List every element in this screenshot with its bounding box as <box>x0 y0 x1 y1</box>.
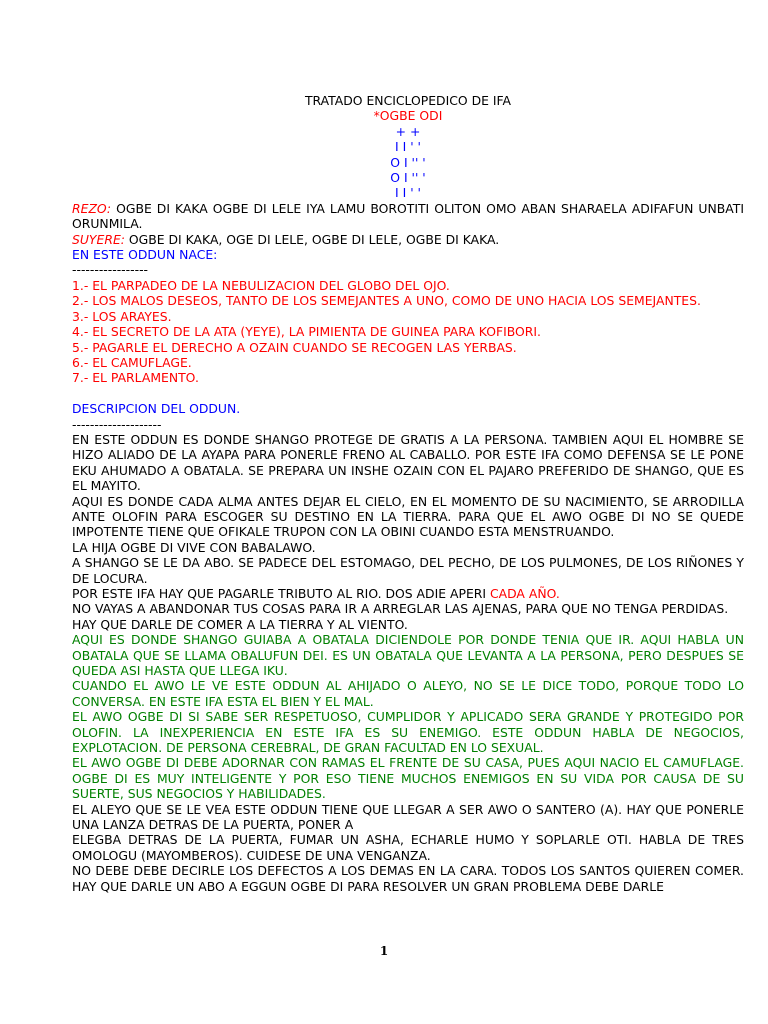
oddun-signature <box>72 124 744 201</box>
document-page <box>72 93 744 894</box>
signature-line: O I '' ' <box>390 170 426 186</box>
paragraph <box>72 586 744 601</box>
paragraph-green: EL AWO OGBE DI SI SABE SER RESPETUOSO, CUMPLIDOR Y APLICADO SERA GRANDE Y PROTEGIDO POR OLOFIN. LA INEXPERIENCIA EN ESTE IFA ES SU ENEMIGO. ESTE ODDUN HABLA DE NEGOCIOS, EXPLOTACION. DE PERSONA CEREBRAL, DE GRAN FACULTAD EN LO SEXUAL. <box>72 709 744 756</box>
blank-line <box>72 386 744 401</box>
paragraph: HAY QUE DARLE DE COMER A LA TIERRA Y AL VIENTO. <box>72 616 408 632</box>
nace-heading: EN ESTE ODDUN NACE: <box>72 247 218 263</box>
suyere-paragraph <box>72 232 744 247</box>
list-item: 2.- LOS MALOS DESEOS, TANTO DE LOS SEMEJANTES A UNO, COMO DE UNO HACIA LOS SEMEJANTES. <box>72 293 701 309</box>
signature-line: I I ' ' <box>395 185 421 201</box>
paragraph: A SHANGO SE LE DA ABO. SE PADECE DEL ESTOMAGO, DEL PECHO, DE LOS PULMONES, DE LOS RIÑONES Y DE LOCURA. <box>72 555 744 586</box>
signature-line: I I ' ' <box>395 139 421 155</box>
signature-line: + + <box>395 123 421 139</box>
paragraph: EL ALEYO QUE SE LE VEA ESTE ODDUN TIENE QUE LLEGAR A SER AWO O SANTERO (A). HAY QUE PONERLE UNA LANZA DETRAS DE LA PUERTA, PONER A <box>72 801 744 833</box>
rezo-text: OGBE DI KAKA OGBE DI LELE IYA LAMU BOROTITI OLITON OMO ABAN SHARAELA ADIFAFUN UNBATI ORUNMILA. <box>72 200 744 232</box>
paragraph-green: CUANDO EL AWO LE VE ESTE ODDUN AL AHIJADO O ALEYO, NO SE LE DICE TODO, PORQUE TODO LO CONVERSA. EN ESTE IFA ESTA EL BIEN Y EL MAL. <box>72 678 744 709</box>
descripcion-rule: -------------------- <box>72 416 162 432</box>
list-item: 1.- EL PARPADEO DE LA NEBULIZACION DEL GLOBO DEL OJO. <box>72 277 450 293</box>
paragraph: LA HIJA OGBE DI VIVE CON BABALAWO. <box>72 539 316 555</box>
list-item: 5.- PAGARLE EL DERECHO A OZAIN CUANDO SE RECOGEN LAS YERBAS. <box>72 339 517 355</box>
rezo-label: REZO: <box>72 200 112 216</box>
highlight-text: CADA AÑO. <box>489 585 560 601</box>
list-item: 4.- EL SECRETO DE LA ATA (YEYE), LA PIMIENTA DE GUINEA PARA KOFIBORI. <box>72 324 541 340</box>
paragraph: NO DEBE DEBE DECIRLE LOS DEFECTOS A LOS DEMAS EN LA CARA. TODOS LOS SANTOS QUIEREN COMER. HAY QUE DARLE UN ABO A EGGUN OGBE DI PARA RESOLVER UN GRAN PROBLEMA DEBE DARLE <box>72 863 744 894</box>
list-item: 3.- LOS ARAYES. <box>72 308 172 324</box>
paragraph: AQUI ES DONDE CADA ALMA ANTES DEJAR EL CIELO, EN EL MOMENTO DE SU NACIMIENTO, SE ARRODILLA ANTE OLOFIN PARA ESCOGER SU DESTINO EN LA TIERRA. PARA QUE EL AWO OGBE DI NO SE QUEDE IMPOTENTE TIENE QUE OFIKALE TRUPON CON LA OBINI CUANDO ESTA MENSTRUANDO. <box>72 493 744 540</box>
rezo-paragraph <box>72 201 744 232</box>
paragraph-text: POR ESTE IFA HAY QUE PAGARLE TRIBUTO AL RIO. DOS ADIE APERI <box>72 585 490 601</box>
suyere-label: SUYERE: <box>72 231 125 247</box>
paragraph-green: EL AWO OGBE DI DEBE ADORNAR CON RAMAS EL FRENTE DE SU CASA, PUES AQUI NACIO EL CAMUFLAGE. OGBE DI ES MUY INTELIGENTE Y POR ESO TIENE MUCHOS ENEMIGOS EN SU VIDA POR CAUSA DE SU SUERTE, SUS NEGOCIOS Y HABILIDADES. <box>72 755 744 802</box>
nace-rule: ----------------- <box>72 262 149 278</box>
paragraph: EN ESTE ODDUN ES DONDE SHANGO PROTEGE DE GRATIS A LA PERSONA. TAMBIEN AQUI EL HOMBRE SE HIZO ALIADO DE LA AYAPA PARA PONERLE FRENO AL CABALLO. POR ESTE IFA COMO DEFENSA SE LE PONE EKU AHUMADO A OBATALA. SE PREPARA UN INSHE OZAIN CON EL PAJARO PREFERIDO DE SHANGO, QUE ES EL MAYITO. <box>72 431 744 494</box>
oddun-name: *OGBE ODI <box>373 108 443 124</box>
page-number: 1 <box>379 944 389 958</box>
paragraph: ELEGBA DETRAS DE LA PUERTA, FUMAR UN ASHA, ECHARLE HUMO Y SOPLARLE OTI. HABLA DE TRES OMOLOGU (MAYOMBEROS). CUIDESE DE UNA VENGANZA. <box>72 832 744 863</box>
suyere-text: OGBE DI KAKA, OGE DI LELE, OGBE DI LELE, OGBE DI KAKA. <box>124 231 500 247</box>
paragraph-green: AQUI ES DONDE SHANGO GUIABA A OBATALA DICIENDOLE POR DONDE TENIA QUE IR. AQUI HABLA UN OBATALA QUE SE LLAMA OBALUFUN DEI. ES UN OBATALA QUE LEVANTA A LA PERSONA, PERO DESPUES SE QUEDA ASI HASTA QUE LLEGA IKU. <box>72 632 744 679</box>
list-item: 6.- EL CAMUFLAGE. <box>72 354 192 370</box>
document-title: TRATADO ENCICLOPEDICO DE IFA <box>304 93 512 108</box>
nace-list <box>72 278 744 386</box>
descripcion-heading: DESCRIPCION DEL ODDUN. <box>72 401 241 417</box>
list-item: 7.- EL PARLAMENTO. <box>72 370 199 386</box>
signature-line: O I '' ' <box>390 154 426 170</box>
paragraph: NO VAYAS A ABANDONAR TUS COSAS PARA IR A ARREGLAR LAS AJENAS, PARA QUE NO TENGA PERDIDAS. <box>72 601 729 617</box>
